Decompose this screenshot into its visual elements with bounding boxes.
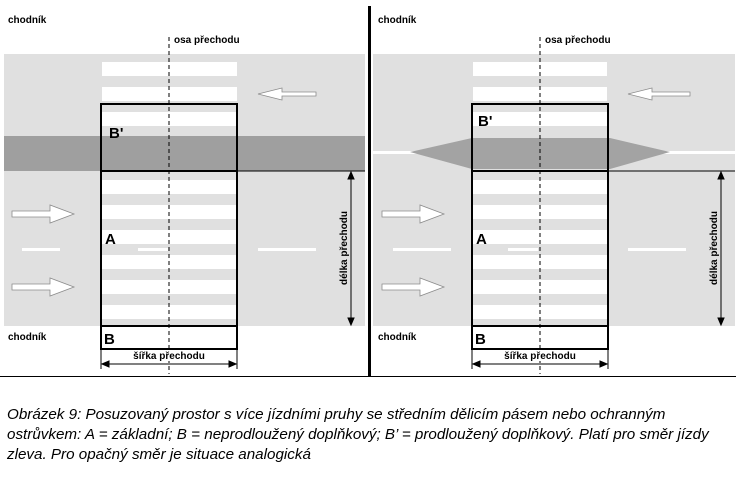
right-length-label: délka přechodu xyxy=(709,211,720,285)
left-sidewalk-bottom-label: chodník xyxy=(8,332,47,343)
left-axis-label: osa přechodu xyxy=(174,35,240,46)
lane-dash xyxy=(22,248,60,251)
lane-dash xyxy=(628,248,686,251)
right-width-label: šířka přechodu xyxy=(504,351,576,362)
left-zone-a-label: A xyxy=(105,231,116,248)
arrowhead-icon xyxy=(600,361,607,367)
arrowhead-icon xyxy=(229,361,236,367)
lane-dash xyxy=(508,248,538,251)
figure-caption: Obrázek 9: Posuzovaný prostor s více jízdními pruhy se středním dělicím pásem nebo ochranným ostrůvkem: A = základní; B = neprodloužený doplňkový; B’ = prodloužený doplňkový. Platí pro směr jízdy zleva. Pro opačný směr je situace analogická xyxy=(7,406,709,463)
left-median-strip xyxy=(4,136,365,171)
arrowhead-icon xyxy=(473,361,480,367)
right-panel xyxy=(373,15,735,374)
left-zone-b-label: B xyxy=(104,331,115,348)
right-zone-a-label: A xyxy=(476,231,487,248)
right-sidewalk-top-label: chodník xyxy=(378,15,417,26)
lane-dash xyxy=(393,248,451,251)
right-axis-label: osa přechodu xyxy=(545,35,611,46)
lane-dash xyxy=(138,248,168,251)
left-sidewalk-top-label: chodník xyxy=(8,15,47,26)
left-panel xyxy=(4,15,365,374)
left-length-label: délka přechodu xyxy=(339,211,350,285)
right-sidewalk-bottom-label: chodník xyxy=(378,332,417,343)
arrowhead-icon xyxy=(102,361,109,367)
left-width-label: šířka přechodu xyxy=(133,351,205,362)
right-zone-b-prime-label: B' xyxy=(478,113,493,130)
panel-divider xyxy=(368,6,371,376)
figure-bottom-border xyxy=(0,376,736,377)
lane-dash xyxy=(258,248,316,251)
left-zone-b-prime-label: B' xyxy=(109,125,124,142)
right-zone-b-label: B xyxy=(475,331,486,348)
